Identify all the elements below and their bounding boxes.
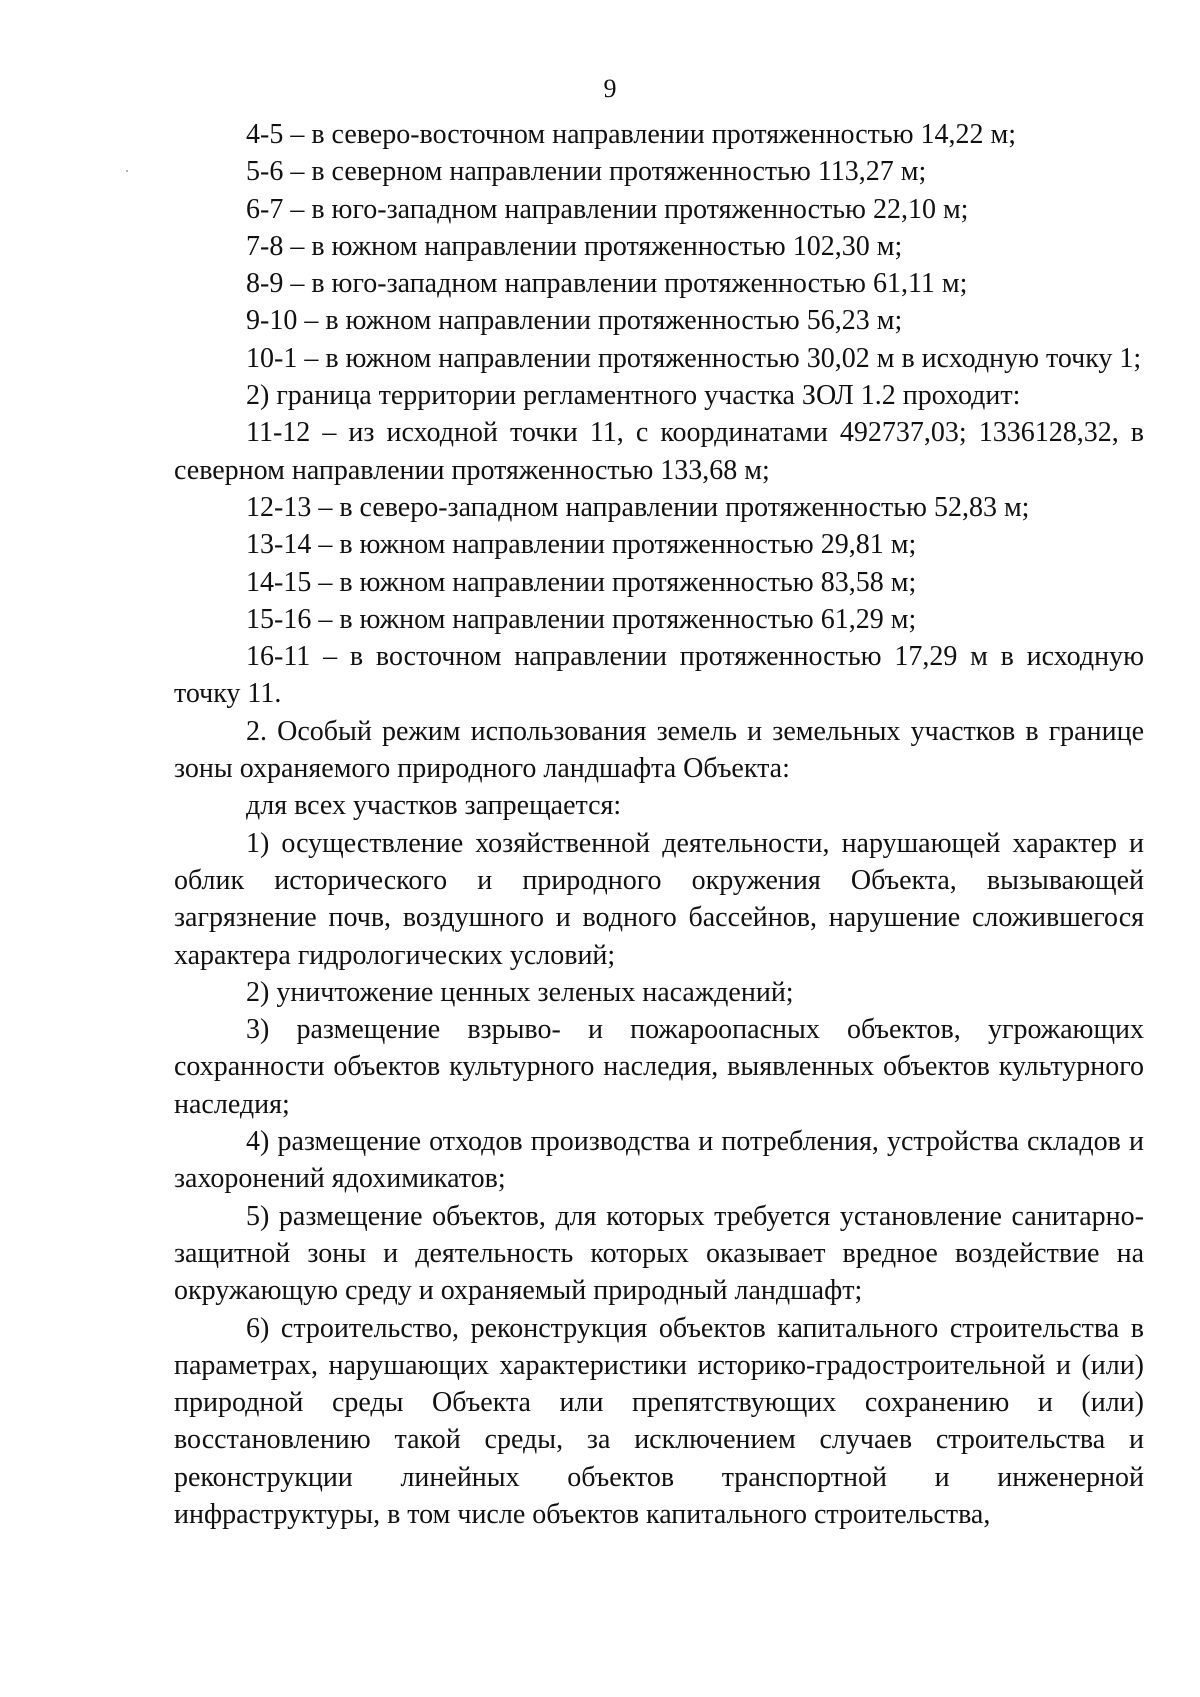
prohibition-1: 1) осуществление хозяйственной деятельности, нарушающей характер и облик исторического и природного окружения Объекта, вызывающей загрязнение почв, воздушного и водного бассейнов, нарушение сложившегося характера гидрологических условий;	[174, 827, 1144, 971]
segment-13-14: 13-14 – в южном направлении протяженностью 29,81 м;	[246, 529, 917, 561]
boundary-zol-1-2-heading: 2) граница территории регламентного участка ЗОЛ 1.2 проходит:	[246, 380, 1021, 412]
segment-11-12: 11-12 – из исходной точки 11, с координатами 492737,03; 1336128,32, в северном направлении протяженностью 133,68 м;	[174, 417, 1144, 486]
document-body	[174, 116, 1144, 1533]
segment-5-6: 5-6 – в северном направлении протяженностью 113,27 м;	[246, 156, 927, 188]
prohibition-3: 3) размещение взрыво- и пожароопасных объектов, угрожающих сохранности объектов культурного наследия, выявленных объектов культурного наследия;	[174, 1014, 1144, 1120]
special-regime-section: 2. Особый режим использования земель и земельных участков в границе зоны охраняемого природного ландшафта Объекта:	[174, 715, 1144, 785]
scan-speck	[126, 170, 128, 172]
segment-6-7: 6-7 – в юго-западном направлении протяженностью 22,10 м;	[246, 193, 969, 225]
prohibition-5: 5) размещение объектов, для которых требуется установление санитарно-защитной зоны и деятельность которых оказывает вредное воздействие на окружающую среду и охраняемый природный ландшафт;	[174, 1200, 1144, 1307]
segment-9-10: 9-10 – в южном направлении протяженностью 56,23 м;	[246, 305, 903, 337]
prohibition-6: 6) строительство, реконструкция объектов капитального строительства в параметрах, нарушающих характеристики историко-градостроительной и (или) природной среды Объекта или препятствующих сохранению и (или) восстановлению такой среды, за исключением случаев строительства и реконструкции линейных объектов транспортной и инженерной инфраструктуры, в том числе объектов капитального строительства,	[174, 1312, 1144, 1530]
page-number: 9	[603, 74, 617, 103]
segment-4-5: 4-5 – в северо-восточном направлении протяженностью 14,22 м;	[246, 119, 1017, 150]
segment-16-11: 16-11 – в восточном направлении протяженностью 17,29 м в исходную точку 11.	[174, 641, 1144, 710]
segment-8-9: 8-9 – в юго-западном направлении протяженностью 61,11 м;	[246, 268, 968, 300]
segment-7-8: 7-8 – в южном направлении протяженностью 102,30 м;	[246, 230, 903, 262]
segment-14-15: 14-15 – в южном направлении протяженностью 83,58 м;	[246, 566, 917, 598]
segment-10-1: 10-1 – в южном направлении протяженностью 30,02 м в исходную точку 1;	[246, 342, 1142, 374]
segment-15-16: 15-16 – в южном направлении протяженностью 61,29 м;	[246, 603, 917, 635]
prohibition-2: 2) уничтожение ценных зеленых насаждений;	[246, 976, 794, 1008]
prohibition-4: 4) размещение отходов производства и потребления, устройства складов и захоронений ядохимикатов;	[174, 1126, 1144, 1195]
prohibited-intro: для всех участков запрещается:	[246, 790, 622, 822]
segment-12-13: 12-13 – в северо-западном направлении протяженностью 52,83 м;	[246, 491, 1030, 523]
